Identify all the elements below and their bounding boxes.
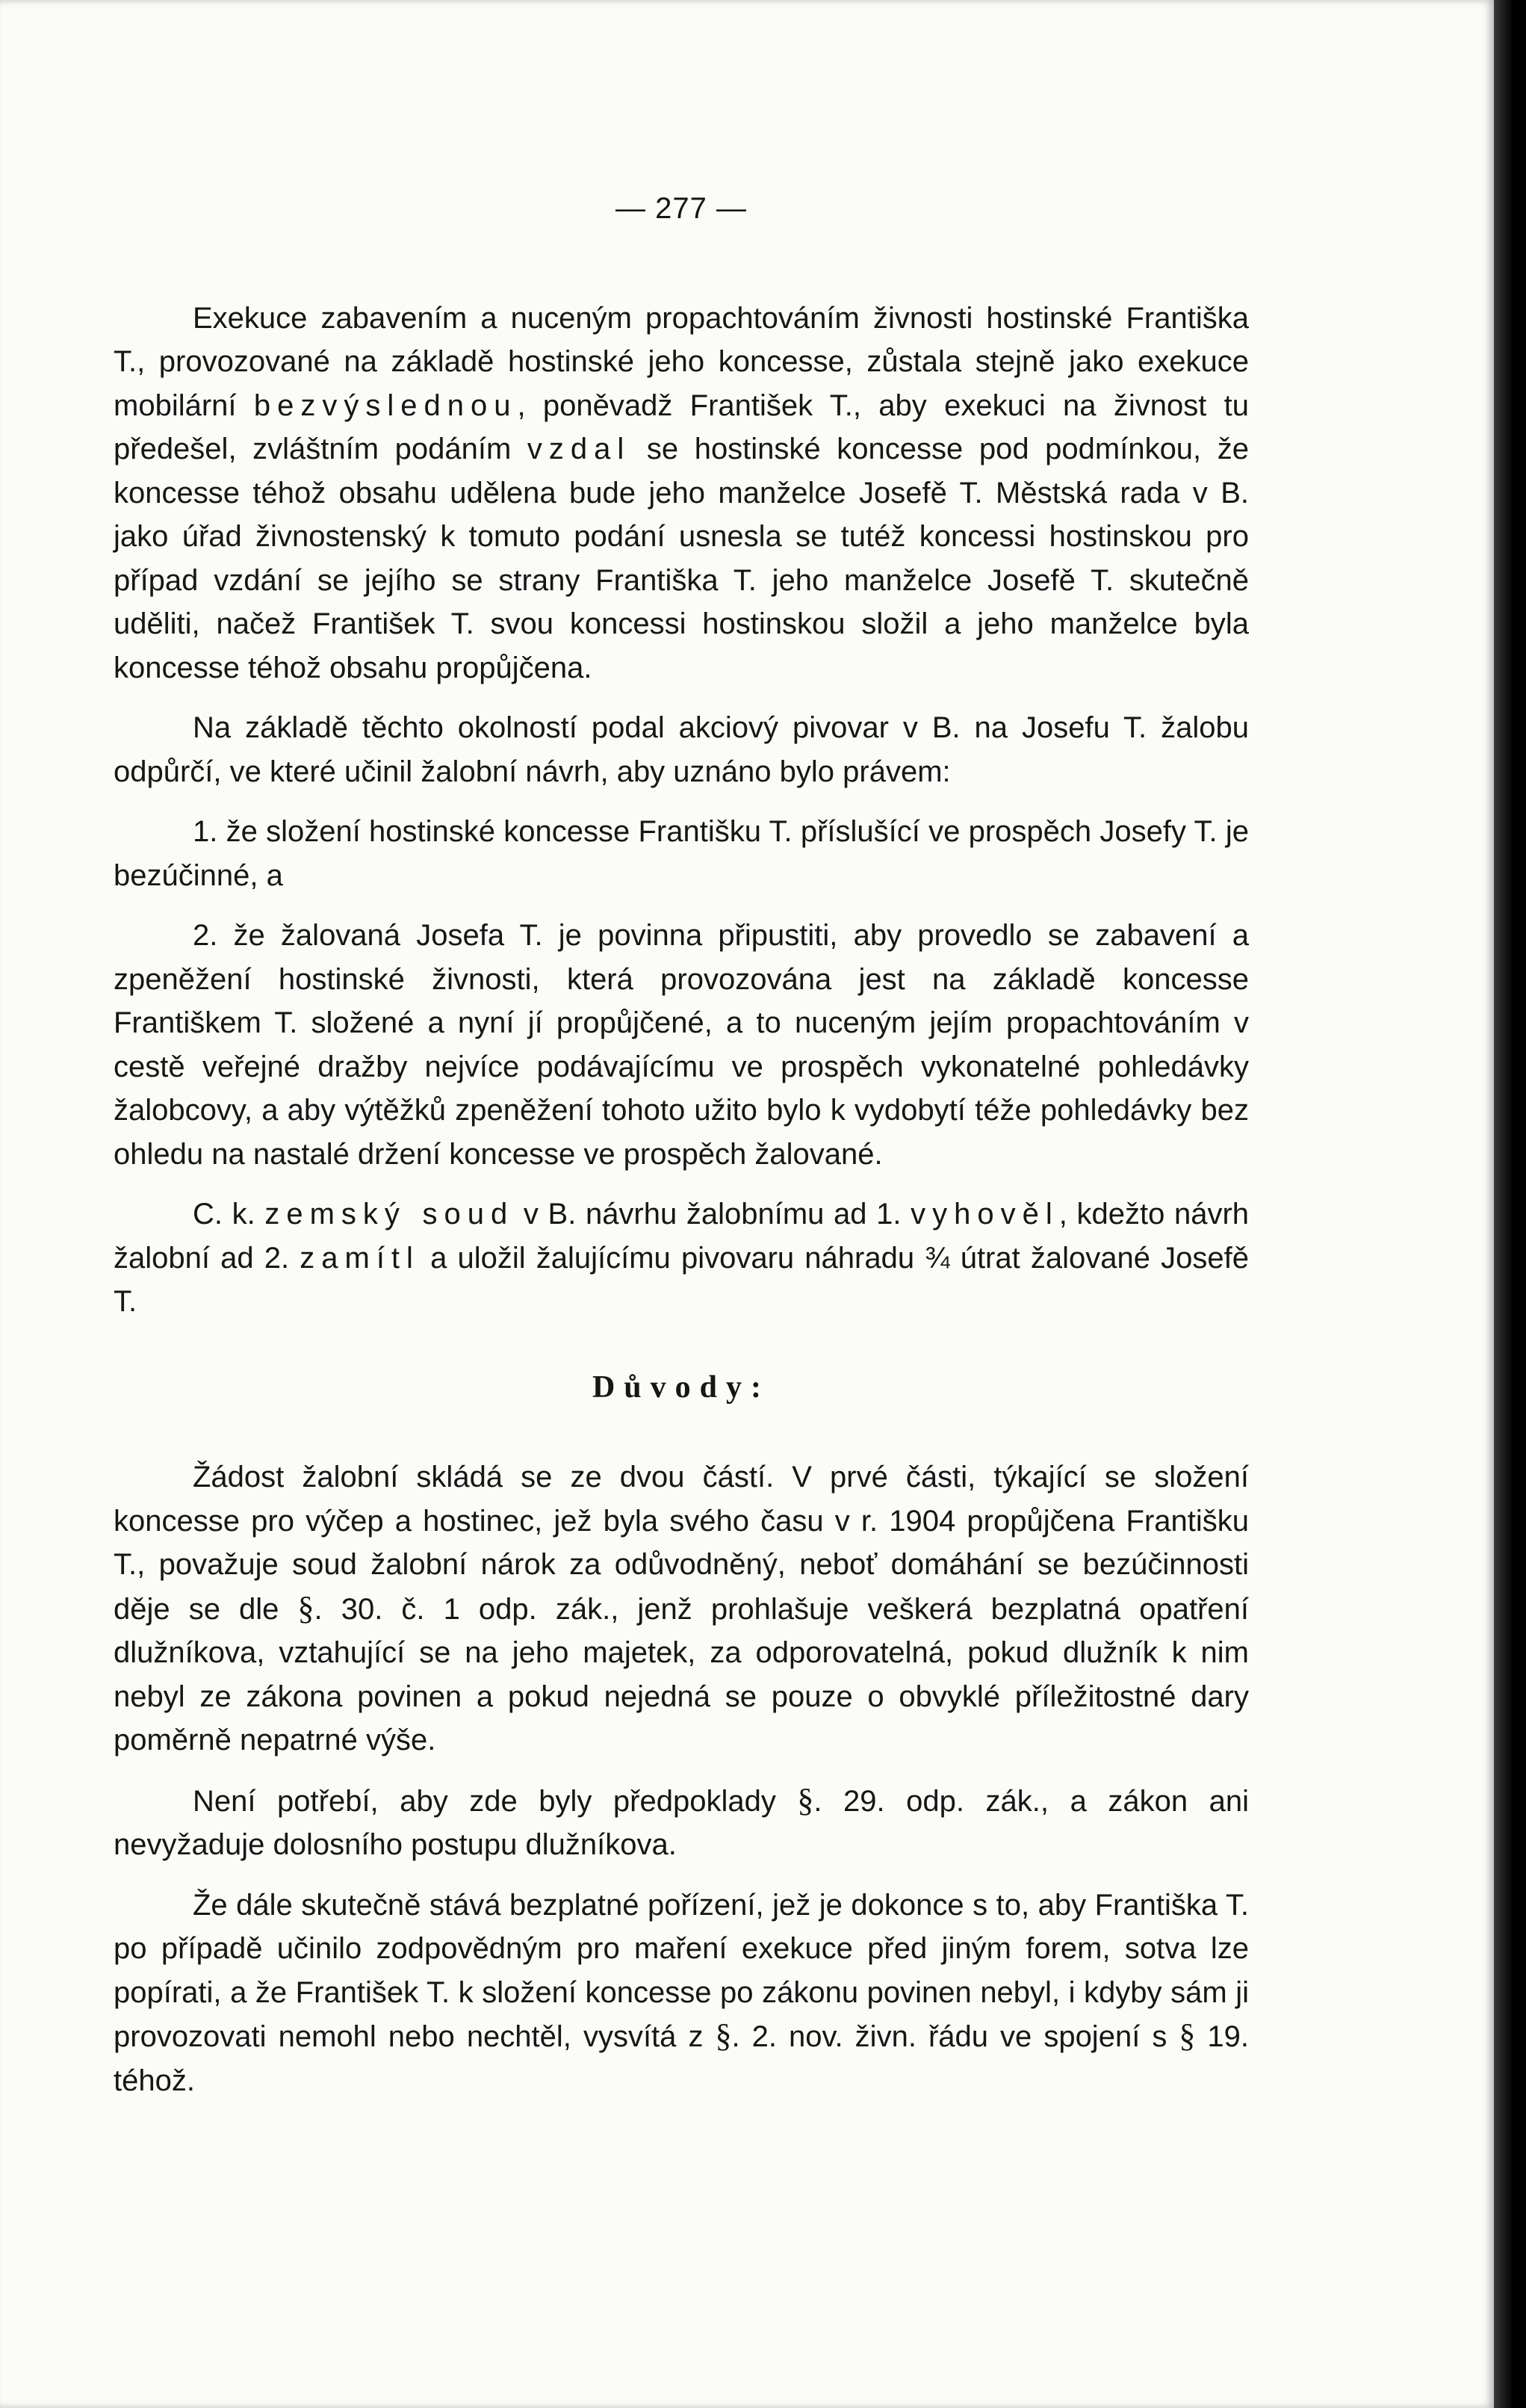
paragraph-2: Na základě těchto okolností podal akciový pivovar v B. na Josefu T. žalobu odpůrčí, ve které učinil žalobní návrh, aby uznáno bylo právem: [114, 711, 1249, 788]
paragraph-8: Že dále skutečně stává bezplatné pořízení, jež je dokonce s to, aby Františka T. po případě učinilo zodpovědným pro maření exekuce před jiným forem, sotva lze popírati, a že František T. k složení koncesse po zákonu povinen nebyl, i kdyby sám ji provozovati nemohl nebo nechtěl, vysvítá z §. 2. nov. živn. řádu ve spojení s § 19. téhož. [114, 1888, 1250, 2097]
section-sign: § [715, 2017, 732, 2054]
section-heading: Důvody: [592, 1369, 771, 1405]
page-content [114, 187, 1249, 2102]
emphasis-bezvyslednou: bezvýslednou [253, 389, 518, 422]
page-number: — 277 — [615, 192, 747, 225]
paragraph-6: Žádost žalobní skládá se ze dvou částí. V prvé části, týkající se složení koncesse pro výčep a hostinec, jež byla svého času v r. 1904 propůjčena Františku T., považuje soud žalobní nárok za odůvodněný, neboť domáhání se bezúčinnosti děje se dle §. 30. č. 1 odp. zák., jenž prohlašuje veškerá bezplatná opatření dlužníkova, vztahující se na jeho majetek, za odporovatelná, pokud dlužník k nim nebyl ze zákona povinen a pokud nejedná se pouze o obvyklé příležitostné dary poměrně nepatrné výše. [114, 1461, 1249, 1757]
emphasis-vzdal: vzdal [527, 433, 631, 465]
paragraph-4: 2. že žalovaná Josefa T. je povinna připustiti, aby provedlo se zabavení a zpeněžení hostinské živnosti, která provozována jest na základě koncesse Františkem T. složené a nyní jí propůjčené, a to nuceným jejím propachtováním v cestě veřejné dražby nejvíce podávajícímu ve prospěch vykonatelné pohledávky žalobcovy, a aby výtěžků zpeněžení tohoto užito bylo k vydobytí téže pohledávky bez ohledu na nastalé držení koncesse ve prospěch žalované. [114, 919, 1249, 1171]
paragraph-5: C. k. zemský soud v B. návrhu žalobnímu ad 1. vyhověl, kdežto návrh žalobní ad 2. zamítl a uložil žalujícímu pivovaru náhradu ¾ útrat žalované Josefě T. [114, 1198, 1250, 1318]
section-sign: § [1179, 2017, 1196, 2054]
paragraph-7: Není potřebí, aby zde byly předpoklady §. 29. odp. zák., a zákon ani nevyžaduje dolosního postupu dlužníkova. [114, 1781, 1249, 1861]
section-sign: § [797, 1781, 814, 1819]
emphasis-zamitl: zamítl [300, 1241, 420, 1275]
scan-edge [1494, 0, 1526, 2408]
emphasis-zemsky-soud: zemský soud [264, 1198, 515, 1231]
emphasis-vyhovel: vyhověl [911, 1198, 1059, 1231]
section-sign: § [297, 1589, 314, 1627]
paragraph-1: Exekuce zabavením a nuceným propachtováním živnosti hostinské Františka T., provozované na základě hostinské jeho koncesse, zůstala stejně jako exekuce mobilární bezvýslednou, poněvadž František T., aby exekuci na živnost tu předešel, zvláštním podáním vzdal se hostinské koncesse pod podmínkou, že koncesse téhož obsahu udělena bude jeho manželce Josefě T. Městská rada v B. jako úřad živnostenský k tomuto podání usnesla se tutéž koncessi hostinskou pro případ vzdání se jejího se strany Františka T. jeho manželce Josefě T. skutečně uděliti, načež František T. svou koncessi hostinskou složil a jeho manželce byla koncesse téhož obsahu propůjčena. [114, 301, 1250, 684]
paragraph-3: 1. že složení hostinské koncesse Františku T. příslušící ve prospěch Josefy T. je bezúčinné, a [114, 815, 1249, 892]
